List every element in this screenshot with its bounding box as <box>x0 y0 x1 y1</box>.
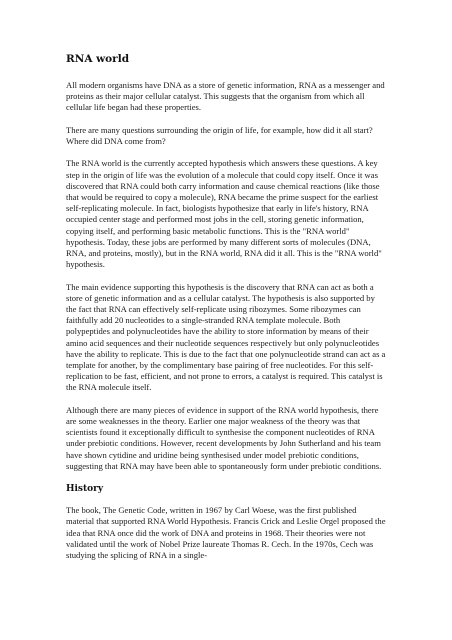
history-heading: History <box>66 484 104 495</box>
document-title: RNA world <box>66 53 130 65</box>
paragraph-rna-world: The RNA world is the currently accepted hypothesis which answers these questions. A key step in the origin of life was the evolution of a molecule that could copy itself. Once it was discovered that RNA could both carry information and cause chemical reactions (like those that would be required to copy a molecule), RNA became the prime suspect for the earliest self-replicating molecule. In fact, biologists hypothesize that early in life's history, RNA occupied center stage and performed most jobs in the cell, storing genetic information, copying itself, and performing basic metabolic functions. This is the "RNA world" hypothesis. Today, these jobs are performed by many different sorts of molecules (DNA, RNA, and proteins, mostly), but in the RNA world, RNA did it all. This is the "RNA world" hypothesis. <box>66 158 382 270</box>
paragraph-questions: There are many questions surrounding the origin of life, for example, how did it all start? Where did DNA come from? <box>66 124 373 146</box>
document-page <box>66 52 386 572</box>
paragraph-weaknesses: Although there are many pieces of evidence in support of the RNA world hypothesis, there are some weaknesses in the theory. Earlier one major weakness of the theory was that scientists found it exceptionally difficult to synthesise the component nucleotides of RNA under prebiotic conditions. However, recent developments by John Sutherland and his team have shown cytidine and uridine being synthesised under model prebiotic conditions, suggesting that RNA may have been able to spontaneously form under prebiotic conditions. <box>66 404 382 471</box>
paragraph-intro: All modern organisms have DNA as a store of genetic information, RNA as a messenger and proteins as their major cellular catalyst. This suggests that the organism from which all cellular life began had these properties. <box>66 80 385 113</box>
paragraph-evidence: The main evidence supporting this hypothesis is the discovery that RNA can act as both a store of genetic information and as a cellular catalyst. The hypothesis is also supported by the fact that RNA can effectively self-replicate using ribozymes. Some ribozymes can faithfully add 20 nucleotides to a single-stranded RNA template molecule. Both polypeptides and polynucleotides have the ability to store information by means of their amino acid sequences and their nucleotide sequences respectively but only polynucleotides have the ability to replicate. This is due to the fact that one polynucleotide strand can act as a template for another, by the complimentary base pairing of free nucleotides. For this self-replication to be fast, efficient, and not prone to errors, a catalyst is required. This catalyst is the RNA molecule itself. <box>66 281 386 393</box>
paragraph-history: The book, The Genetic Code, written in 1967 by Carl Woese, was the first published material that supported RNA World Hypothesis. Francis Crick and Leslie Orgel proposed the idea that RNA once did the work of DNA and proteins in 1968. Their theories were not validated until the work of Nobel Prize laureate Thomas R. Cech. In the 1970s, Cech was studying the splicing of RNA in a single- <box>66 505 386 561</box>
